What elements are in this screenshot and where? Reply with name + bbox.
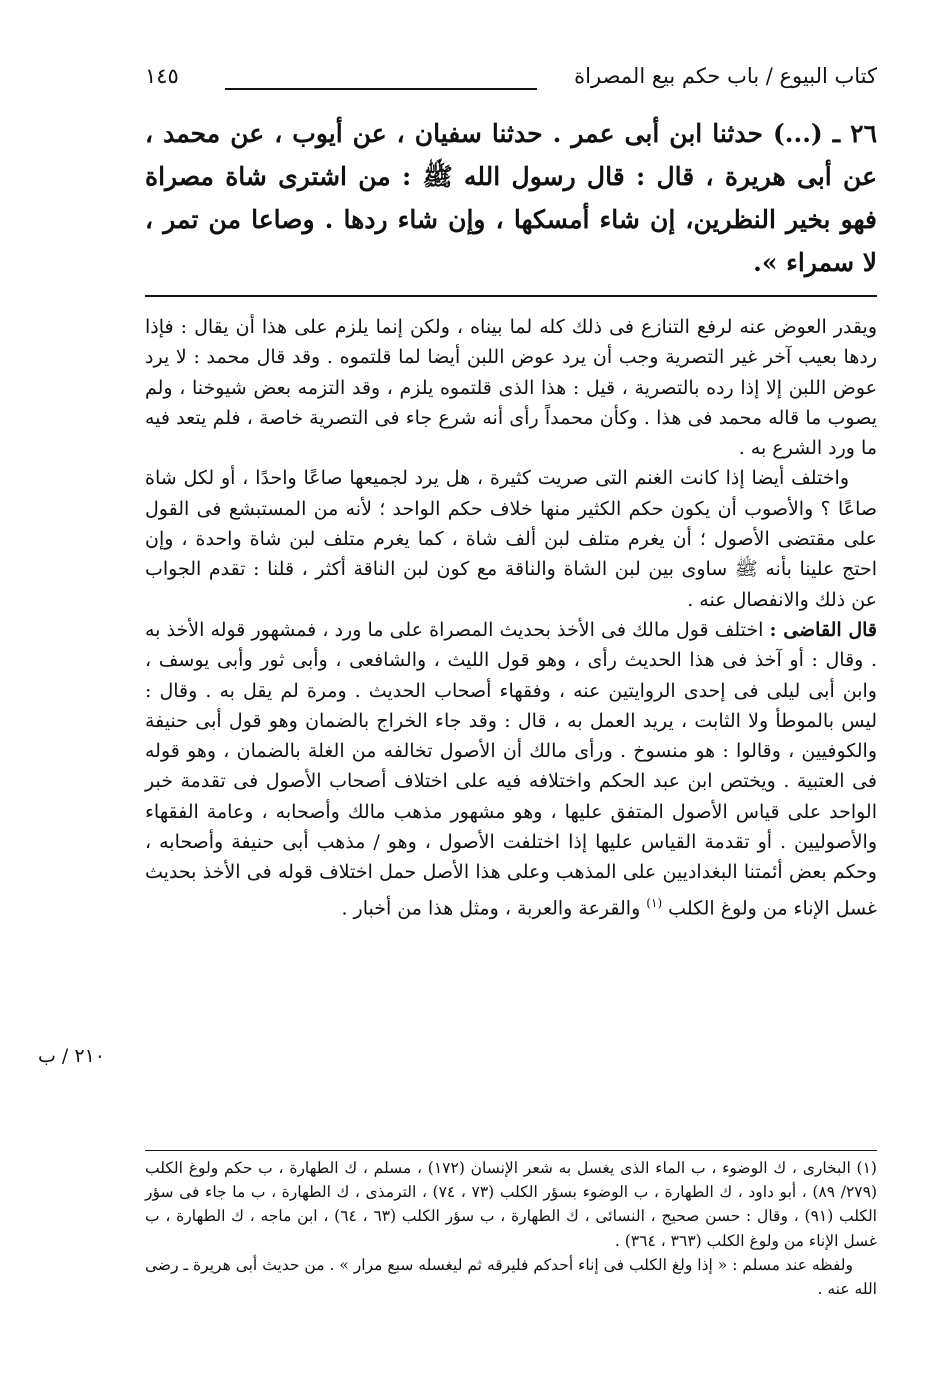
commentary: [145, 312, 877, 923]
header-rule: [225, 88, 537, 90]
section-divider: [145, 295, 877, 297]
paragraph-1: ويقدر العوض عنه لرفع التنازع فى ذلك كله لما بيناه ، ولكن إنما يلزم على هذا أن يقال : فإذا ردها بعيب آخر غير التصرية وجب أن يرد عوض اللبن أيضا لما قلتموه . وقد قال محمد : لا يرد عوض اللبن إلا إذا رده بالتصرية ، قيل : هذا الذى قلتموه يلزم ، وقد التزمه بعض شيوخنا ، ولم يصوب ما قاله محمد فى هذا . وكأن محمداً رأى أنه شرع جاء فى التصرية خاصة ، فلم يتعد فيه ما ورد الشرع به .: [145, 316, 877, 460]
footnotes: [145, 1156, 877, 1301]
hadith-text: (...) حدثنا ابن أبى عمر . حدثنا سفيان ، عن أيوب ، عن محمد ، عن أبى هريرة ، قال : قال رسول الله ﷺ : من اشترى شاة مصراة فهو بخير النظرين، إن شاء أمسكها ، وإن شاء ردها . وصاعا من تمر ، لا سمراء ».: [145, 119, 877, 277]
header-title: كتاب البيوع / باب حكم بيع المصراة: [574, 64, 877, 88]
paragraph-3: [145, 615, 877, 923]
paragraph-2: واختلف أيضا إذا كانت الغنم التى صريت كثيرة ، هل يرد لجميعها صاعًا واحدًا ، أو لكل شاة صاعًا ؟ والأصوب أن يكون حكم الكثير منها خلاف حكم الواحد ؛ لأنه من المستبشع فى القول على مقتضى الأصول ؛ أن يغرم متلف لبن ألف شاة ، كما يغرم متلف لبن شاة واحدة ، وإن احتج علينا بأنه ﷺ ساوى بين لبن الشاة والناقة مع كون لبن الناقة أكثر ، قلنا : تقدم الجواب عن ذلك والانفصال عنه .: [145, 467, 877, 611]
page-number: ١٤٥: [145, 64, 179, 88]
running-header: [145, 64, 877, 104]
paragraph-3-text-a: اختلف قول مالك فى الأخذ بحديث المصراة على ما ورد ، فمشهور قوله الأخذ به . وقال : أو آخذ فى هذا الحديث رأى ، وهو قول الليث ، والشافعى ، وأبى ثور وأبى يوسف ، وابن أبى ليلى فى إحدى الروايتين عنه ، وفقهاء أصحاب الحديث . ومرة لم يقل به . وقال : ليس بالموطأ ولا الثابت ، يريد العمل به ، قال : وقد جاء الخراج بالضمان وهو قول أبى حنيفة والكوفيين ، وقالوا : هو منسوخ . ورأى مالك أن الأصول تخالفه من الغلة بالضمان ، وهو قوله فى العتبية . ويختص ابن عبد الحكم واختلافه فيه على اختلاف أصحاب الأصول فى تقدمة خبر الواحد على قياس الأصول المتفق عليها ، وهو مشهور مذهب مالك وأصحابه ، وعامة الفقهاء والأصوليين . أو تقدمة القياس عليها إذا اختلفت الأصول ، وهو / مذهب أبى حنيفة وأصحابه ، وحكم بعض أئمتنا البغداديين على المذهب وعلى هذا الأصل حمل اختلاف قوله فى الأخذ بحديث غسل الإناء من ولوغ الكلب: [145, 618, 877, 919]
hadith-number: ٢٦ ـ: [832, 119, 877, 148]
hadith-block: [145, 112, 877, 284]
paragraph-3-text-b: والقرعة والعربة ، ومثل هذا من أخبار .: [341, 896, 647, 919]
qadi-label: قال القاضى :: [769, 618, 877, 641]
footnote-ref: (١): [646, 895, 663, 910]
footnote-1: (١) البخارى ، ك الوضوء ، ب الماء الذى يغسل به شعر الإنسان (١٧٢) ، مسلم ، ك الطهارة ، ب حكم ولوغ الكلب (٢٧٩/ ٨٩) ، أبو داود ، ك الطهارة ، ب الوضوء بسؤر الكلب (٧٣ ، ٧٤) ، الترمذى ، ك الطهارة ، ب ما جاء فى سؤر الكلب (٩١) ، وقال : حسن صحيح ، النسائى ، ك الطهارة ، ب سؤر الكلب (٦٣ ، ٦٤) ، ابن ماجه ، ك الطهارة ، ب غسل الإناء من ولوغ الكلب (٣٦٣ ، ٣٦٤) .: [145, 1159, 878, 1250]
footnote-2: ولفظه عند مسلم : « إذا ولغ الكلب فى إناء أحدكم فليرقه ثم ليغسله سبع مرار » . من حديث أبى هريرة ـ رضى الله عنه .: [145, 1255, 877, 1299]
footnote-divider: [145, 1150, 877, 1151]
margin-folio-note: ٢١٠ / ب: [38, 1045, 105, 1067]
